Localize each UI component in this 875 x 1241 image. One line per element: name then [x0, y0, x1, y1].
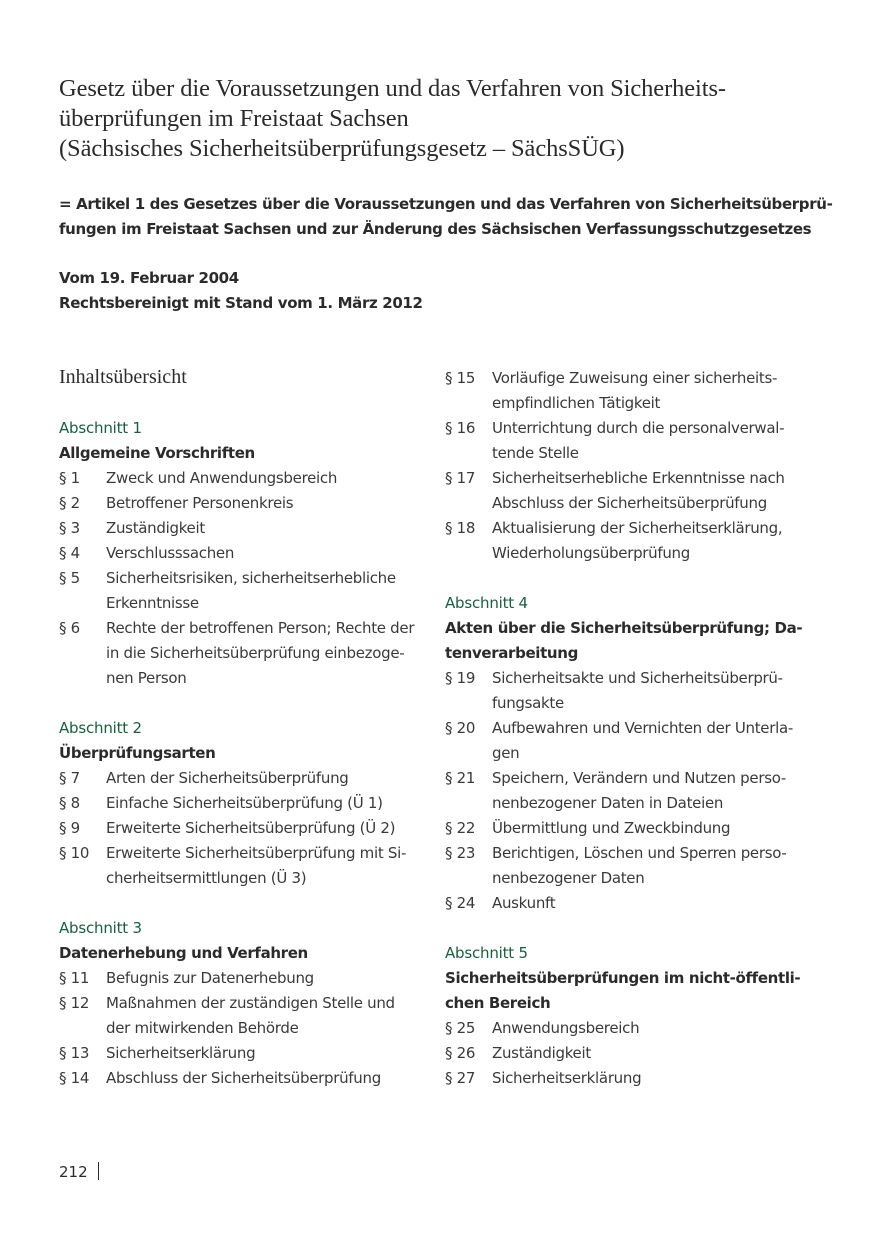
toc-item: [59, 1066, 419, 1091]
item-text: gen: [492, 744, 520, 762]
subtitle-line: = Artikel 1 des Gesetzes über die Voraussetzungen und das Verfahren von Sicherheitsüberprü-: [59, 195, 833, 213]
toc-item: [445, 466, 805, 516]
section-title: Allgemeine Vorschriften: [59, 444, 255, 462]
subtitle-line: fungen im Freistaat Sachsen und zur Änderung des Sächsischen Verfassungsschutzgesetzes: [59, 220, 812, 238]
paragraph-number: § 18: [445, 519, 476, 537]
paragraph-number: § 6: [59, 619, 80, 637]
item-text: Vorläufige Zuweisung einer sicherheits-: [492, 369, 778, 387]
item-text: Wiederholungsüberprüfung: [492, 544, 690, 562]
item-text: Verschlusssachen: [106, 544, 235, 562]
paragraph-number: § 25: [445, 1019, 476, 1037]
section-title: Datenerhebung und Verfahren: [59, 944, 308, 962]
toc-section-1: [59, 416, 419, 691]
item-text: Abschluss der Sicherheitsüberprüfung: [106, 1069, 381, 1087]
item-text: Sicherheitsakte und Sicherheitsüberprü-: [492, 669, 783, 687]
paragraph-number: § 5: [59, 569, 80, 587]
paragraph-number: § 3: [59, 519, 80, 537]
item-text: Einfache Sicherheitsüberprüfung (Ü 1): [106, 794, 383, 812]
toc-item: [59, 566, 419, 616]
item-text: Unterrichtung durch die personalverwal-: [492, 419, 785, 437]
paragraph-number: § 10: [59, 844, 90, 862]
paragraph-number: § 14: [59, 1069, 90, 1087]
toc-item: [445, 666, 805, 716]
item-text: Abschluss der Sicherheitsüberprüfung: [492, 494, 767, 512]
paragraph-number: § 11: [59, 969, 90, 987]
item-text: Speichern, Verändern und Nutzen perso-: [492, 769, 786, 787]
paragraph-number: § 19: [445, 669, 476, 687]
item-text: Anwendungsbereich: [492, 1019, 640, 1037]
paragraph-number: § 23: [445, 844, 476, 862]
item-text: Aufbewahren und Vernichten der Unterla-: [492, 719, 793, 737]
paragraph-number: § 7: [59, 769, 80, 787]
item-text: nen Person: [106, 669, 187, 687]
paragraph-number: § 26: [445, 1044, 476, 1062]
paragraph-number: § 17: [445, 469, 476, 487]
paragraph-number: § 13: [59, 1044, 90, 1062]
toc-item: [59, 841, 419, 891]
item-text: empfindlichen Tätigkeit: [492, 394, 661, 412]
paragraph-number: § 21: [445, 769, 476, 787]
item-text: nenbezogener Daten in Dateien: [492, 794, 724, 812]
toc-item: [445, 816, 805, 841]
toc-item: [445, 891, 805, 916]
revision-status: Rechtsbereinigt mit Stand vom 1. März 2012: [59, 294, 423, 312]
toc-heading: Inhaltsübersicht: [59, 366, 187, 388]
item-text: in die Sicherheitsüberprüfung einbezoge-: [106, 644, 405, 662]
item-text: Befugnis zur Datenerhebung: [106, 969, 314, 987]
item-text: Aktualisierung der Sicherheitserklärung,: [492, 519, 783, 537]
item-text: Sicherheitserklärung: [492, 1069, 642, 1087]
toc-section-3: [59, 916, 419, 1091]
toc-item: [445, 366, 805, 416]
section-title-line: Akten über die Sicherheitsüberprüfung; Da-: [445, 619, 803, 637]
section-title: [445, 616, 805, 666]
toc-item: [445, 1016, 805, 1041]
document-dates: [59, 266, 423, 316]
toc-item: [59, 516, 419, 541]
paragraph-number: § 20: [445, 719, 476, 737]
toc-item: [59, 966, 419, 991]
section-title: Überprüfungsarten: [59, 744, 216, 762]
item-text: Rechte der betroffenen Person; Rechte der: [106, 619, 415, 637]
item-text: Sicherheitserklärung: [106, 1044, 256, 1062]
toc-item: [59, 766, 419, 791]
item-text: Übermittlung und Zweckbindung: [492, 819, 731, 837]
section-label: Abschnitt 5: [445, 944, 528, 962]
paragraph-number: § 4: [59, 544, 80, 562]
section-title-line: chen Bereich: [445, 994, 551, 1012]
toc-item: [59, 1041, 419, 1066]
enactment-date: Vom 19. Februar 2004: [59, 269, 239, 287]
toc-item: [445, 1041, 805, 1066]
item-text: fungsakte: [492, 694, 564, 712]
section-label: Abschnitt 4: [445, 594, 528, 612]
toc-item: [59, 466, 419, 491]
item-text: cherheitsermittlungen (Ü 3): [106, 869, 307, 887]
paragraph-number: § 16: [445, 419, 476, 437]
item-text: Betroffener Personenkreis: [106, 494, 294, 512]
toc-item: [445, 716, 805, 766]
toc-section-5: [445, 941, 805, 1091]
paragraph-number: § 1: [59, 469, 80, 487]
toc-item: [445, 516, 805, 566]
item-text: Sicherheitserhebliche Erkenntnisse nach: [492, 469, 785, 487]
section-title: [445, 966, 805, 1016]
paragraph-number: § 8: [59, 794, 80, 812]
document-subtitle: [59, 192, 833, 242]
toc-item: [59, 816, 419, 841]
section-label: Abschnitt 1: [59, 419, 142, 437]
toc-item: [445, 841, 805, 891]
title-line: überprüfungen im Freistaat Sachsen: [59, 105, 409, 132]
item-text: Sicherheitsrisiken, sicherheitserhebliche: [106, 569, 396, 587]
toc-item: [59, 491, 419, 516]
toc-item: [59, 791, 419, 816]
section-title-line: Sicherheitsüberprüfungen im nicht-öffentli-: [445, 969, 801, 987]
toc-section-3-continued: [445, 366, 805, 566]
toc-item: [445, 416, 805, 466]
footer-divider: [98, 1162, 99, 1180]
paragraph-number: § 24: [445, 894, 476, 912]
toc-item: [59, 991, 419, 1041]
document-title: [59, 74, 819, 164]
item-text: Arten der Sicherheitsüberprüfung: [106, 769, 349, 787]
paragraph-number: § 2: [59, 494, 80, 512]
toc-section-4: [445, 591, 805, 916]
paragraph-number: § 12: [59, 994, 90, 1012]
toc-item: [59, 616, 419, 691]
toc-item: [445, 766, 805, 816]
toc-item: [59, 541, 419, 566]
item-text: Erweiterte Sicherheitsüberprüfung mit Si-: [106, 844, 407, 862]
item-text: Zuständigkeit: [106, 519, 205, 537]
section-title-line: tenverarbeitung: [445, 644, 578, 662]
toc-item: [445, 1066, 805, 1091]
item-text: Zweck und Anwendungsbereich: [106, 469, 338, 487]
item-text: der mitwirkenden Behörde: [106, 1019, 299, 1037]
page-number: 212: [59, 1163, 88, 1181]
paragraph-number: § 15: [445, 369, 476, 387]
paragraph-number: § 22: [445, 819, 476, 837]
title-line: (Sächsisches Sicherheitsüberprüfungsgesetz – SächsSÜG): [59, 135, 625, 162]
paragraph-number: § 9: [59, 819, 80, 837]
item-text: nenbezogener Daten: [492, 869, 645, 887]
page-footer: [59, 1162, 99, 1181]
toc-section-2: [59, 716, 419, 891]
item-text: Auskunft: [492, 894, 556, 912]
title-line: Gesetz über die Voraussetzungen und das Verfahren von Sicherheits-: [59, 75, 726, 102]
toc-column-right: [445, 366, 805, 1116]
item-text: Maßnahmen der zuständigen Stelle und: [106, 994, 395, 1012]
section-label: Abschnitt 3: [59, 919, 142, 937]
item-text: Erweiterte Sicherheitsüberprüfung (Ü 2): [106, 819, 396, 837]
toc-column-left: [59, 416, 419, 1116]
item-text: Erkenntnisse: [106, 594, 199, 612]
item-text: tende Stelle: [492, 444, 579, 462]
section-label: Abschnitt 2: [59, 719, 142, 737]
item-text: Berichtigen, Löschen und Sperren perso-: [492, 844, 787, 862]
item-text: Zuständigkeit: [492, 1044, 591, 1062]
paragraph-number: § 27: [445, 1069, 476, 1087]
